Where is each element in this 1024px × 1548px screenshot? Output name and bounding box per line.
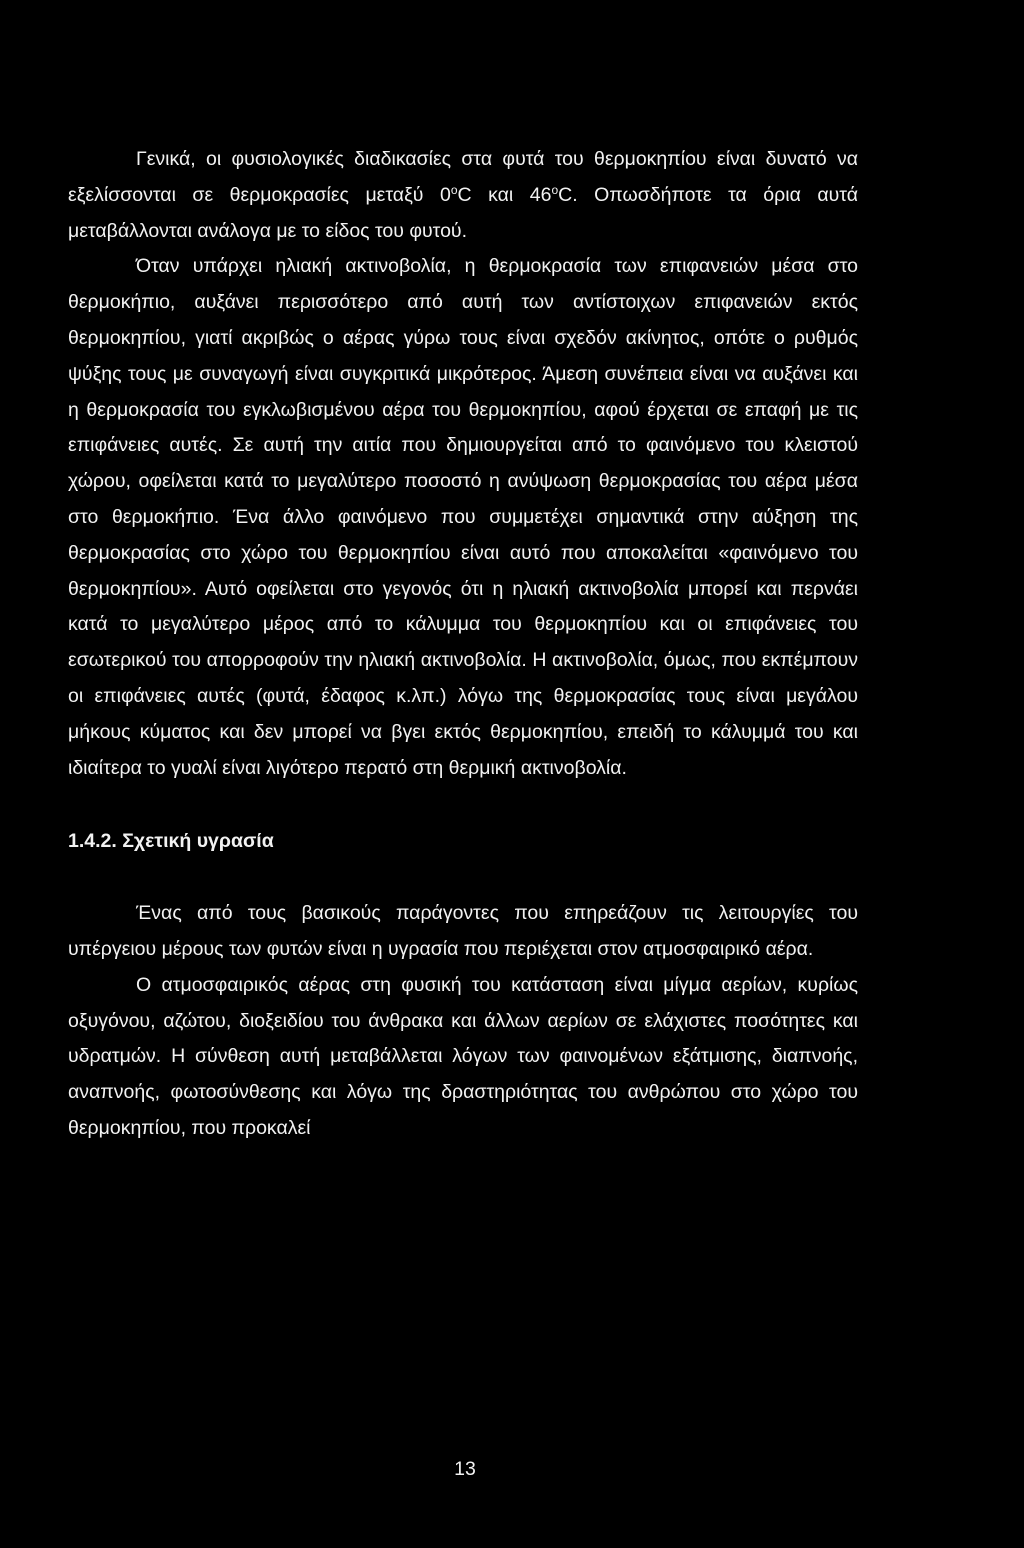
paragraph-physiological-temperatures xyxy=(68,142,858,249)
paragraph-greenhouse-effect: Όταν υπάρχει ηλιακή ακτινοβολία, η θερμοκρασία των επιφανειών μέσα στο θερμοκήπιο, αυξάνει περισσότερο από αυτή των αντίστοιχων επιφανειών εκτός θερμοκηπίου, γιατί ακριβώς ο αέρας γύρω τους είναι σχεδόν ακίνητος, οπότε ο ρυθμός ψύξης τους με συναγωγή είναι συγκριτικά μικρότερος. Άμεση συνέπεια είναι να αυξάνει και η θερμοκρασία του εγκλωβισμένου αέρα του θερμοκηπίου, αφού έρχεται σε επαφή με τις επιφάνειες αυτές. Σε αυτή την αιτία που δημιουργείται από το φαινόμενο του κλειστού χώρου, οφείλεται κατά το μεγαλύτερο ποσοστό η ανύψωση θερμοκρασίας του αέρα μέσα στο θερμοκήπιο. Ένα άλλο φαινόμενο που συμμετέχει σημαντικά στην αύξηση της θερμοκρασίας στο χώρο του θερμοκηπίου είναι αυτό που αποκαλείται «φαινόμενο του θερμοκηπίου». Αυτό οφείλεται στο γεγονός ότι η ηλιακή ακτινοβολία μπορεί και περνάει κατά το μεγαλύτερο μέρος από το κάλυμμα του θερμοκηπίου και οι επιφάνειες του εσωτερικού του απορροφούν την ηλιακή ακτινοβολία. Η ακτινοβολία, όμως, που εκπέμπουν οι επιφάνειες αυτές (φυτά, έδαφος κ.λπ.) λόγω της θερμοκρασίας τους είναι μεγάλου μήκους κύματος και δεν μπορεί να βγει εκτός θερμοκηπίου, επειδή το κάλυμμά του και ιδιαίτερα το γυαλί είναι λιγότερο περατό στη θερμική ακτινοβολία. xyxy=(68,255,858,779)
spacer xyxy=(68,786,858,824)
paragraph-1-text-part-1: Γενικά, οι φυσιολογικές διαδικασίες στα φυτά του θερμοκηπίου είναι δυνατό να εξελίσσονται σε θερμοκρασίες μεταξύ 0 xyxy=(68,148,858,206)
section-heading-relative-humidity: 1.4.2. Σχετική υγρασία xyxy=(68,830,274,853)
paragraph-1-text-part-2: C και 46 xyxy=(457,183,552,206)
document-body xyxy=(68,142,858,1147)
paragraph-humidity-factor: Ένας από τους βασικούς παράγοντες που επηρεάζουν τις λειτουργίες του υπέργειου μέρους των φυτών είναι η υγρασία που περιέχεται στον ατμοσφαιρικό αέρα. xyxy=(68,902,858,960)
degree-superscript-2: o xyxy=(551,182,559,197)
page-number: 13 xyxy=(454,1458,476,1480)
paragraph-atmospheric-air: Ο ατμοσφαιρικός αέρας στη φυσική του κατάσταση είναι μίγμα αερίων, κυρίως οξυγόνου, αζώτου, διοξειδίου του άνθρακα και άλλων αερίων σε ελάχιστες ποσότητες και υδρατμών. Η σύνθεση αυτή μεταβάλλεται λόγων των φαινομένων εξάτμισης, διαπνοής, αναπνοής, φωτοσύνθεσης και λόγω της δραστηριότητας του ανθρώπου στο χώρο του θερμοκηπίου, που προκαλεί xyxy=(68,973,858,1139)
degree-superscript-1: o xyxy=(450,182,458,197)
spacer xyxy=(68,860,858,896)
paragraph-1-text-part-3: C. Οπωσδήποτε τα όρια αυτά μεταβάλλονται ανάλογα με το είδος του φυτού. xyxy=(68,183,858,242)
